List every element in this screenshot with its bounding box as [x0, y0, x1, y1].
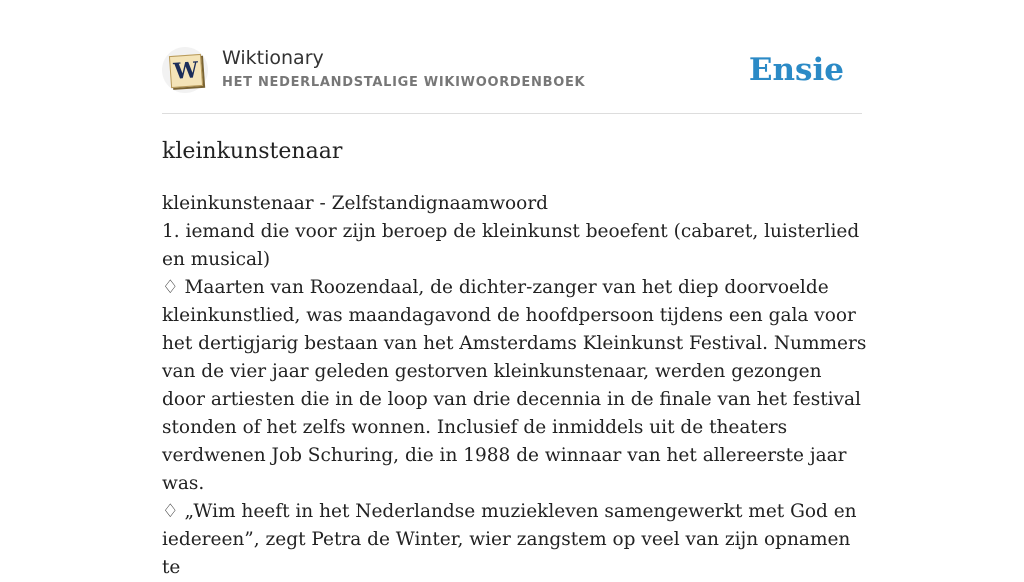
example-sentence: ♢ Maarten van Roozendaal, de dichter-zanger van het diep doorvoelde kleinkunstlied, was maandagavond de hoofdpersoon tijdens een gala voor het dertigjarig bestaan van het Amsterdams Kleinkunst Festival. Nummers van de vier jaar geleden gestorven kleinkunstenaar, werden gezongen door artiesten die in de loop van drie decennia in de finale van het festival stonden of het zelfs wonnen. Inclusief de inmiddels uit de theaters verdwenen Job Schuring, die in 1988 de winnaar van het allereerste jaar was. [162, 277, 867, 494]
ensie-logo[interactable]: Ensie [748, 52, 844, 88]
wiktionary-logo[interactable] [162, 47, 208, 93]
word-type-line: kleinkunstenaar - Zelfstandignaamwoord [162, 193, 549, 214]
site-name[interactable]: Wiktionary [222, 47, 324, 69]
page-title: kleinkunstenaar [162, 139, 343, 164]
article-body [162, 190, 867, 582]
site-header [162, 44, 862, 96]
site-tagline: HET NEDERLANDSTALIGE WIKIWOORDENBOEK [222, 75, 586, 90]
example-sentence: ♢ „Wim heeft in het Nederlandse muziekleven samengewerkt met God en iedereen”, zegt Petra de Winter, wier zangstem op veel van zijn opnamen te [162, 501, 857, 578]
wiktionary-logo-icon: W [169, 54, 203, 88]
header-divider [162, 113, 862, 114]
definition: 1. iemand die voor zijn beroep de kleinkunst beoefent (cabaret, luisterlied en musical) [162, 221, 860, 270]
